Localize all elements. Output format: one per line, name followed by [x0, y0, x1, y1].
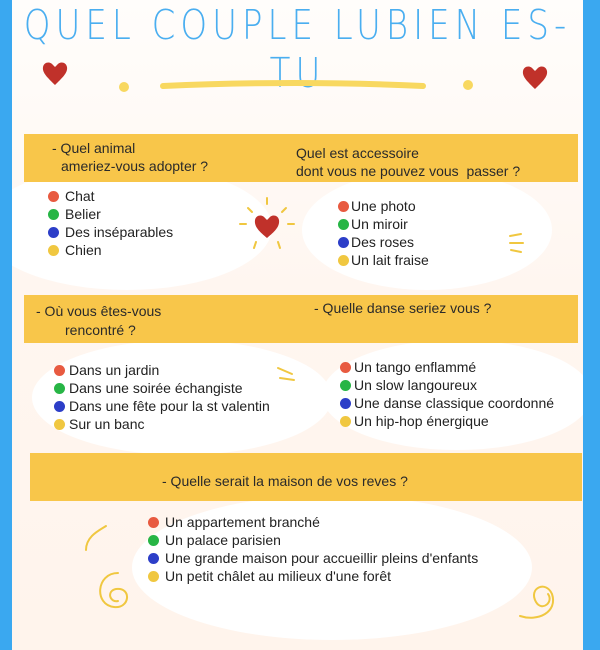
answer-label: Un palace parisien: [165, 532, 281, 548]
question-5-line-1: - Quelle serait la maison de vos reves ?: [162, 473, 408, 489]
answer-option[interactable]: [48, 205, 173, 223]
blue-dot: [148, 553, 159, 564]
question-1-line-2: ameriez-vous adopter ?: [61, 158, 209, 174]
answer-option[interactable]: [338, 251, 429, 269]
question-2-line-2: dont vous ne pouvez vous passer ?: [296, 163, 521, 179]
red-dot: [54, 365, 65, 376]
sparkle-icon: [507, 232, 527, 254]
heart-icon: [40, 58, 70, 88]
red-dot: [48, 191, 59, 202]
question-1-line-1: - Quel animal: [52, 140, 136, 156]
quiz-page: [12, 0, 583, 650]
green-dot: [48, 209, 59, 220]
blue-dot: [48, 227, 59, 238]
answer-option[interactable]: [338, 197, 429, 215]
answer-option[interactable]: [54, 361, 270, 379]
answer-label: Dans une soirée échangiste: [69, 380, 243, 396]
answer-label: Une photo: [351, 198, 416, 214]
answer-option[interactable]: [338, 215, 429, 233]
yellow-dot: [54, 419, 65, 430]
answer-list: [54, 361, 270, 433]
heart-icon: [234, 190, 300, 256]
yellow-dot: [48, 245, 59, 256]
green-dot: [148, 535, 159, 546]
squiggle-icon: [508, 572, 568, 632]
red-dot: [148, 517, 159, 528]
answer-label: Des inséparables: [65, 224, 174, 240]
answer-label: Sur un banc: [69, 416, 145, 432]
answer-option[interactable]: [148, 513, 478, 531]
blue-dot: [338, 237, 349, 248]
answer-option[interactable]: [54, 415, 270, 433]
sparkle-icon: [274, 364, 298, 384]
squiggle-icon: [80, 520, 120, 560]
answer-label: Dans une fête pour la st valentin: [69, 398, 270, 414]
question-4-line-1: - Quelle danse seriez vous ?: [314, 300, 492, 316]
yellow-dot: [340, 416, 351, 427]
question-2-line-1: Quel est accessoire: [296, 145, 419, 161]
squiggle-icon: [88, 565, 148, 625]
question-3-line-2: rencontré ?: [65, 322, 136, 338]
answer-label: Un miroir: [351, 216, 408, 232]
answer-list: [338, 197, 429, 269]
answer-option[interactable]: [338, 233, 429, 251]
answer-label: Un slow langoureux: [354, 377, 477, 393]
blue-dot: [340, 398, 351, 409]
answer-option[interactable]: [48, 223, 173, 241]
answer-option[interactable]: [48, 241, 173, 259]
answer-label: Un appartement branché: [165, 514, 320, 530]
answer-label: Une danse classique coordonné: [354, 395, 555, 411]
answer-option[interactable]: [54, 397, 270, 415]
red-dot: [340, 362, 351, 373]
answer-option[interactable]: [340, 412, 554, 430]
answer-option[interactable]: [148, 531, 478, 549]
title-underline: [118, 70, 478, 96]
yellow-dot: [148, 571, 159, 582]
answer-label: Un lait fraise: [351, 252, 429, 268]
answer-label: Un petit châlet au milieux d'une forêt: [165, 568, 392, 584]
answer-option[interactable]: [340, 358, 554, 376]
answer-label: Chat: [65, 188, 95, 204]
answer-list: [148, 513, 478, 585]
answer-option[interactable]: [148, 549, 478, 567]
answer-list: [48, 187, 173, 259]
answer-option[interactable]: [54, 379, 270, 397]
green-dot: [338, 219, 349, 230]
page-title: QUEL COUPLE LUBIEN ES-TU: [23, 2, 572, 98]
answer-label: Chien: [65, 242, 102, 258]
answer-option[interactable]: [148, 567, 478, 585]
question-3-line-1: - Où vous êtes-vous: [36, 303, 162, 319]
blue-dot: [54, 401, 65, 412]
answer-label: Dans un jardin: [69, 362, 160, 378]
heart-icon: [520, 62, 550, 92]
green-dot: [54, 383, 65, 394]
answer-label: Une grande maison pour accueillir pleins d'enfants: [165, 550, 479, 566]
answer-label: Belier: [65, 206, 101, 222]
yellow-dot: [338, 255, 349, 266]
answer-option[interactable]: [340, 376, 554, 394]
red-dot: [338, 201, 349, 212]
answer-option[interactable]: [48, 187, 173, 205]
green-dot: [340, 380, 351, 391]
answer-option[interactable]: [340, 394, 554, 412]
answer-label: Des roses: [351, 234, 415, 250]
answer-label: Un hip-hop énergique: [354, 413, 489, 429]
answer-label: Un tango enflammé: [354, 359, 477, 375]
answer-list: [340, 358, 554, 430]
